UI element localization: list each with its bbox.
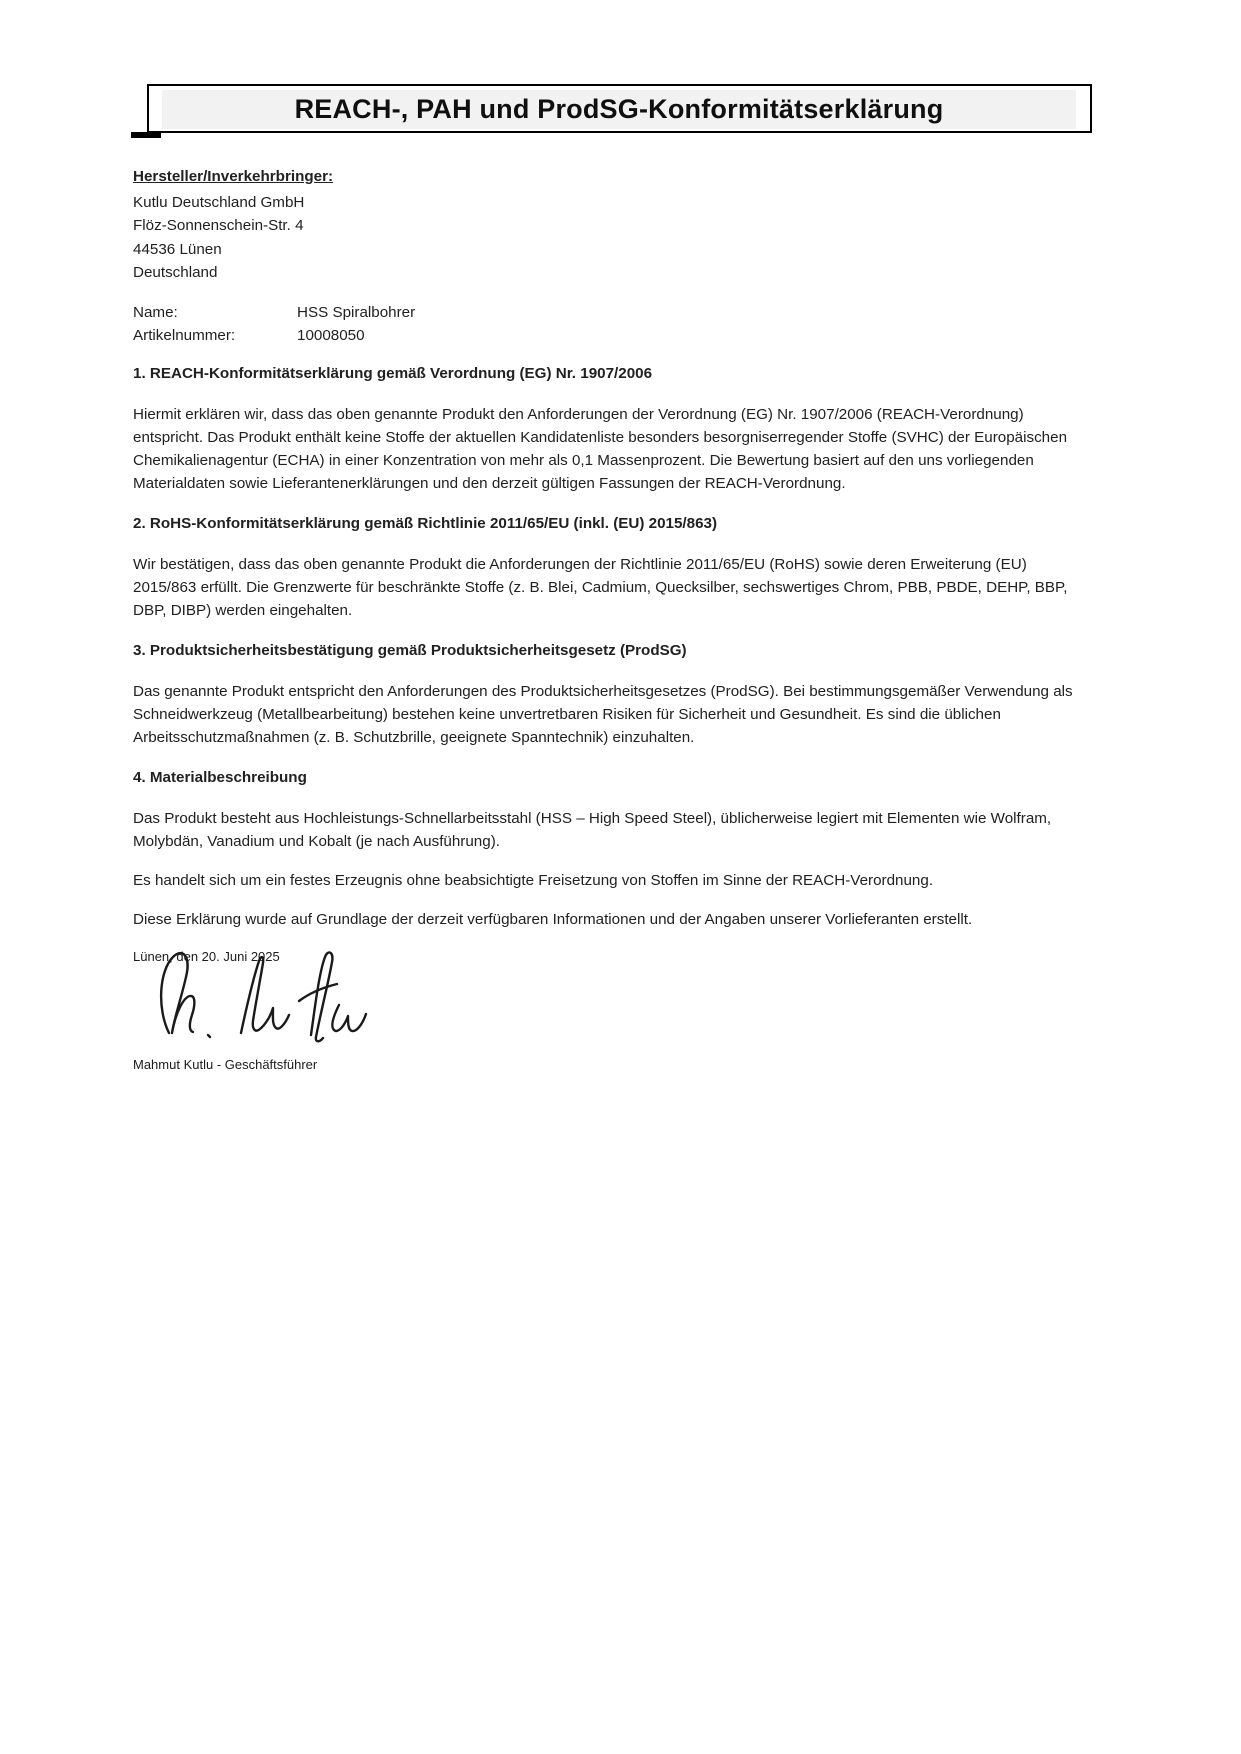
signature-block [133, 949, 1091, 1073]
signature-scribble [153, 945, 403, 1045]
section-material [133, 767, 1091, 931]
signer-line: Mahmut Kutlu - Geschäftsführer [133, 1057, 318, 1073]
signature-image [153, 945, 403, 1045]
manufacturer-line: 44536 Lünen [133, 240, 222, 258]
section-rohs-heading: 2. RoHS-Konformitätserklärung gemäß Richtlinie 2011/65/EU (inkl. (EU) 2015/863) [133, 515, 718, 533]
section-reach-heading: 1. REACH-Konformitätserklärung gemäß Verordnung (EG) Nr. 1907/2006 [133, 365, 653, 383]
product-info [133, 301, 1091, 348]
title-banner [162, 90, 1076, 129]
section-prodsg [133, 640, 1091, 749]
product-name-row [133, 301, 1091, 324]
manufacturer-line: Flöz-Sonnenschein-Str. 4 [133, 217, 304, 235]
manufacturer-section [133, 166, 1091, 284]
article-number-value: 10008050 [297, 326, 365, 344]
article-number-row [133, 324, 1091, 347]
section-material-heading: 4. Materialbeschreibung [133, 769, 307, 787]
date-line: Lünen, den 20. Juni 2025 [133, 949, 280, 965]
section-material-paragraph-3: Diese Erklärung wurde auf Grundlage der derzeit verfügbaren Informationen und der Angaben unserer Vorlieferanten erstellt. [133, 911, 973, 929]
document-body [133, 166, 1091, 1073]
section-reach-paragraph: Hiermit erklären wir, dass das oben genannte Produkt den Anforderungen der Verordnung (EG) Nr. 1907/2006 (REACH-Verordnung) entspricht. Das Produkt enthält keine Stoffe der aktuellen Kandidatenliste besonders besorgniserregender Stoffe (SVHC) der Europäischen Chemikalienagentur (ECHA) in einer Konzentration von mehr als 0,1 Massenprozent. Die Bewertung basiert auf den uns vorliegenden Materialdaten sowie Lieferantenerklärungen und den derzeit gültigen Fassungen der REACH-Verordnung. [133, 406, 1068, 493]
product-name-value: HSS Spiralbohrer [297, 303, 416, 321]
article-number-label: Artikelnummer: [133, 326, 236, 344]
section-prodsg-paragraph: Das genannte Produkt entspricht den Anforderungen des Produktsicherheitsgesetzes (ProdSG). Bei bestimmungsgemäßer Verwendung als Schneidwerkzeug (Metallbearbeitung) bestehen keine unvertretbaren Risiken für Sicherheit und Gesundheit. Es sind die üblichen Arbeitsschutzmaßnahmen (z. B. Schutzbrille, geeignete Spanntechnik) einzuhalten. [133, 683, 1073, 747]
manufacturer-line: Deutschland [133, 263, 218, 281]
page-title: REACH-, PAH und ProdSG-Konformitätserklärung [294, 94, 944, 124]
section-reach [133, 363, 1091, 495]
section-rohs [133, 513, 1091, 622]
product-name-label: Name: [133, 303, 178, 321]
section-material-paragraph-2: Es handelt sich um ein festes Erzeugnis ohne beabsichtigte Freisetzung von Stoffen im Sinne der REACH-Verordnung. [133, 872, 934, 890]
manufacturer-heading: Hersteller/Inverkehrbringer: [133, 168, 334, 185]
section-material-paragraph-1: Das Produkt besteht aus Hochleistungs-Schnellarbeitsstahl (HSS – High Speed Steel), üblicherweise legiert mit Elementen wie Wolfram, Molybdän, Vanadium und Kobalt (je nach Ausführung). [133, 810, 1052, 851]
manufacturer-line: Kutlu Deutschland GmbH [133, 194, 305, 211]
section-prodsg-heading: 3. Produktsicherheitsbestätigung gemäß Produktsicherheitsgesetz (ProdSG) [133, 642, 687, 660]
section-rohs-paragraph: Wir bestätigen, dass das oben genannte Produkt die Anforderungen der Richtlinie 2011/65/EU (RoHS) sowie deren Erweiterung (EU) 2015/863 erfüllt. Die Grenzwerte für beschränkte Stoffe (z. B. Blei, Cadmium, Quecksilber, sechswertiges Chrom, PBB, PBDE, DEHP, BBP, DBP, DIBP) werden eingehalten. [133, 556, 1068, 620]
